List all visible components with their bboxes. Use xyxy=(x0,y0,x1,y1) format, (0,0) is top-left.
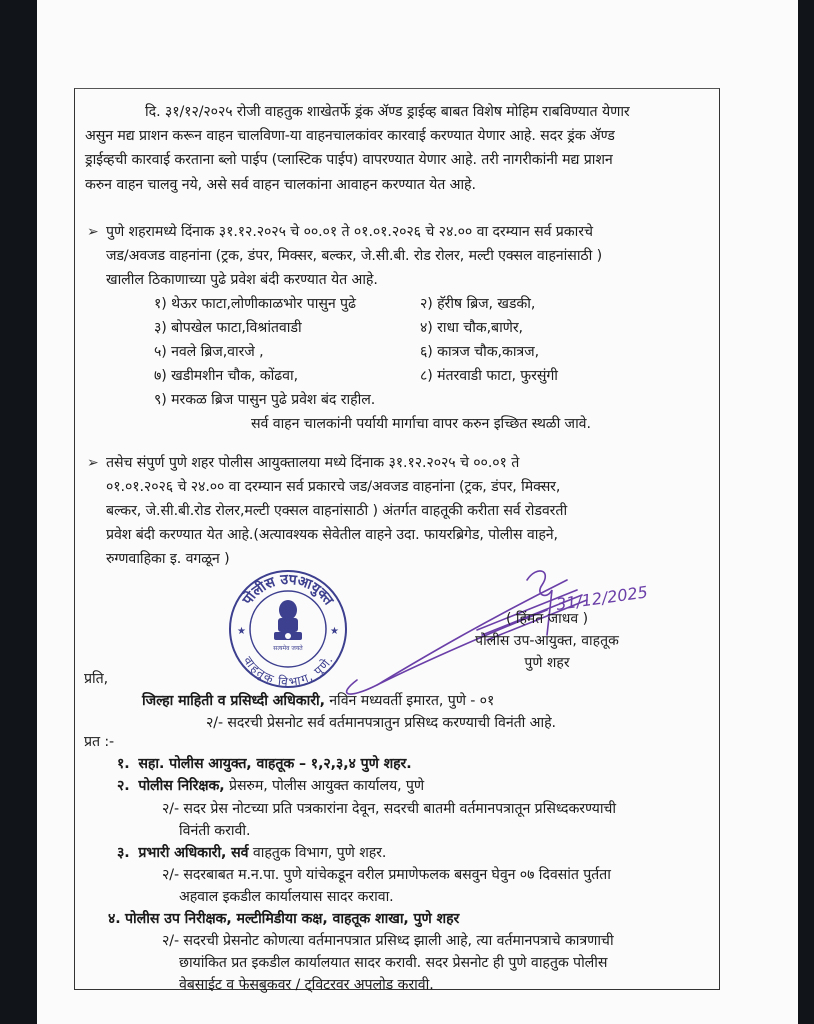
copy-recipient: पोलीस उप निरीक्षक, मल्टीमिडीया कक्ष, वाहतूक शाखा, पुणे शहर xyxy=(125,911,460,927)
location-item: ५) नवले ब्रिज,वारजे , xyxy=(154,344,264,360)
copy-item xyxy=(117,841,386,866)
copy-note: विनंती करावी. xyxy=(179,823,251,839)
copies-label: प्रत :- xyxy=(84,734,115,750)
official-stamp xyxy=(227,568,349,690)
copy-recipient: सहा. पोलीस आयुक्त, वाहतूक – १,२,३,४ पुणे शहर. xyxy=(138,756,412,772)
handwritten-date: 31/12/2025 xyxy=(554,582,649,614)
copy-note: २/- सदरची प्रेसनोट कोणत्या वर्तमानपत्रात प्रसिध्द झाली आहे, त्या वर्तमानपत्राचे कात्रणाची xyxy=(162,933,614,949)
signature-block xyxy=(457,608,637,674)
copy-item xyxy=(117,752,412,777)
location-item: ३) बोपखेल फाटा,विश्रांतवाडी xyxy=(154,320,302,336)
emblem-caption: सत्यमेव जयते xyxy=(273,645,303,652)
recipient-addressee xyxy=(142,689,494,714)
copy-recipient: प्रभारी अधिकारी, सर्व xyxy=(138,845,249,861)
copy-note: २/- सदरबाबत म.न.पा. पुणे यांचेकडून वरील प्रमाणेफलक बसवुन घेवुन ०७ दिवसांत पुर्तता xyxy=(162,867,611,883)
intro-line: दि. ३१/१२/२०२५ रोजी वाहतुक शाखेतर्फे ड्रंक ॲण्ड ड्राईव्ह बाबत विशेष मोहिम राबविण्यात येणार xyxy=(145,104,630,120)
addressee-title: जिल्हा माहिती व प्रसिध्दी अधिकारी, xyxy=(142,693,325,709)
section1-line: जड/अवजड वाहनांना (ट्रक, डंपर, मिक्सर, बल्कर, जे.सी.बी. रोड रोलर, मल्टी एक्सल वाहनांसाठी ) xyxy=(106,248,603,264)
location-item: ७) खडीमशीन चौक, कोंढवा, xyxy=(154,368,299,384)
arrow-bullet-icon: ➢ xyxy=(87,224,99,240)
copy-item xyxy=(108,907,459,932)
section2-line: प्रवेश बंदी करण्यात येत आहे.(अत्यावश्यक सेवेतील वाहने उदा. फायरब्रिगेड, पोलीस वाहने, xyxy=(106,527,558,543)
copy-note: छायांकित प्रत इकडील कार्यालयात सादर करावी. सदर प्रेसनोट ही पुणे वाहतुक पोलीस xyxy=(179,955,608,971)
section2-line: रुग्णवाहिका इ. वगळून ) xyxy=(106,551,230,567)
section1-line: पुणे शहरामध्ये दिंनाक ३१.१२.२०२५ चे ००.०१ ते ०१.०१.२०२६ चे २४.०० वा दरम्यान सर्व प्रकारचे xyxy=(106,224,593,240)
section2-line: बल्कर, जे.सी.बी.रोड रोलर,मल्टी एक्सल वाहनांसाठी ) अंतर्गत वाहतूकी करीता सर्व रोडवरती xyxy=(106,503,568,519)
copy-number: ४. xyxy=(108,911,121,927)
arrow-bullet-icon: ➢ xyxy=(87,455,99,471)
location-item: ४) राधा चौक,बाणेर, xyxy=(420,320,523,336)
intro-line: करुन वाहन चालवु नये, असे सर्व वाहन चालकांना आवाहन करण्यात येत आहे. xyxy=(85,177,476,193)
copy-note: अहवाल इकडील कार्यालयास सादर करावा. xyxy=(179,889,394,905)
copy-number: १. xyxy=(117,756,130,772)
copy-recipient-detail: प्रेसरुम, पोलीस आयुक्त कार्यालय, पुणे xyxy=(224,778,425,794)
signatory-city: पुणे शहर xyxy=(524,655,570,671)
copy-recipient-detail: वाहतुक विभाग, पुणे शहर. xyxy=(248,845,387,861)
location-item: ८) मंतरवाडी फाटा, फुरसुंगी xyxy=(420,368,558,384)
copy-number: २. xyxy=(117,778,130,794)
addressee-address: नविन मध्यवर्ती इमारत, पुणे - ०१ xyxy=(324,693,495,709)
copy-item xyxy=(117,774,424,799)
location-item: २) हॅरीष ब्रिज, खडकी, xyxy=(420,296,536,312)
intro-line: असुन मद्य प्राशन करून वाहन चालविणा-या वाहनचालकांवर कारवाई करण्यात येणार आहे. सदर ड्रंक ॲण्ड xyxy=(85,128,615,144)
copy-recipient: पोलीस निरिक्षक, xyxy=(138,778,225,794)
recipient-label: प्रति, xyxy=(84,671,109,687)
star-icon: ★ xyxy=(237,626,246,637)
intro-line: ड्राईव्हची कारवाई करताना ब्लो पाईप (प्लास्टिक पाईप) वापरण्यात येणार आहे. तरी नागरीकांनी मद्य प्राशन xyxy=(85,152,613,168)
national-emblem-icon xyxy=(274,600,302,640)
section2-line: तसेच संपुर्ण पुणे शहर पोलीस आयुक्तालया मध्ये दिंनाक ३१.१२.२०२५ चे ००.०१ ते xyxy=(106,455,520,471)
section2-line: ०१.०१.२०२६ चे २४.०० वा दरम्यान सर्व प्रकारचे जड/अवजड वाहनांना (ट्रक, डंपर, मिक्सर, xyxy=(106,479,561,495)
copy-number: ३. xyxy=(117,845,130,861)
star-icon: ★ xyxy=(330,626,339,637)
signatory-name: ( हिंमत जाधव ) xyxy=(505,611,589,627)
copy-note: वेबसाईट व फेसबुकवर / ट्विटरवर अपलोड करावी. xyxy=(179,977,434,993)
document-page xyxy=(37,0,798,1024)
stamp-bottom-text: वाहतुक विभाग, पुणे. xyxy=(240,653,336,690)
stamp-top-text: पोलीस उपआयुक्त xyxy=(239,571,337,609)
location-item: १) थेऊर फाटा,लोणीकाळभोर पासुन पुढे xyxy=(154,296,356,312)
section1-line: खालील ठिकाणाच्या पुढे प्रवेश बंदी करण्यात येत आहे. xyxy=(106,272,378,288)
section1-closing: सर्व वाहन चालकांनी पर्यायी मार्गाचा वापर करुन इच्छित स्थळी जावे. xyxy=(251,416,591,432)
copy-note: २/- सदर प्रेस नोटच्या प्रति पत्रकारांना देवून, सदरची बातमी वर्तमानपत्रातून प्रसिध्दकरण्याची xyxy=(162,801,617,817)
location-item: ६) कात्रज चौक,कात्रज, xyxy=(420,344,539,360)
location-item: ९) मरकळ ब्रिज पासुन पुढे प्रवेश बंद राहील. xyxy=(154,392,376,408)
recipient-note: २/- सदरची प्रेसनोट सर्व वर्तमानपत्रातुन प्रसिध्द करण्याची विनंती आहे. xyxy=(206,715,556,731)
signatory-designation: पोलीस उप-आयुक्त, वाहतूक xyxy=(475,633,619,649)
